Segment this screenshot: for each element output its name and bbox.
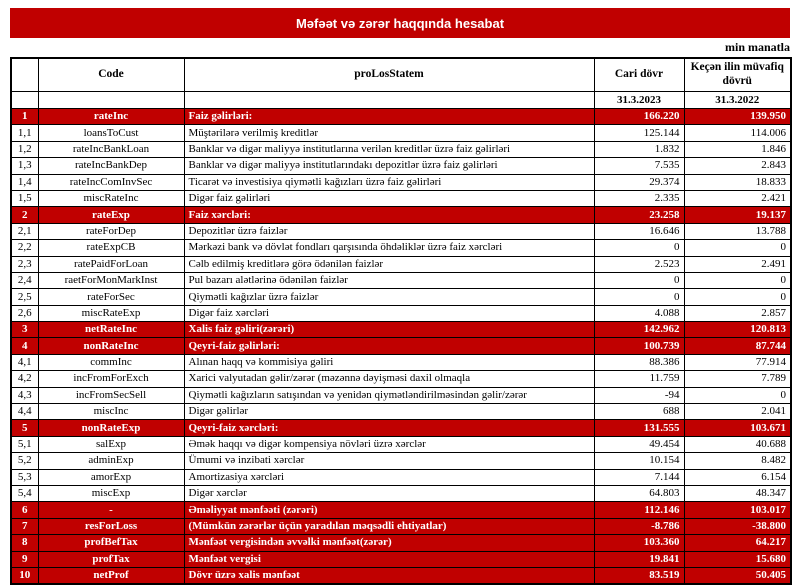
row-code: salExp — [38, 436, 184, 452]
table-row — [11, 190, 791, 206]
row-previous-value: -38.800 — [684, 518, 791, 534]
table-row — [11, 354, 791, 370]
header-number — [11, 58, 38, 92]
row-previous-value: 2.857 — [684, 305, 791, 321]
row-code: rateExp — [38, 207, 184, 223]
row-code: - — [38, 502, 184, 518]
row-current-value: 131.555 — [594, 420, 684, 436]
row-number: 4,1 — [11, 354, 38, 370]
profit-loss-table — [10, 57, 792, 585]
row-current-value: 2.523 — [594, 256, 684, 272]
table-row — [11, 289, 791, 305]
table-row — [11, 141, 791, 157]
table-row — [11, 158, 791, 174]
row-current-value: 4.088 — [594, 305, 684, 321]
row-code: rateIncComInvSec — [38, 174, 184, 190]
row-previous-value: 103.017 — [684, 502, 791, 518]
table-row — [11, 453, 791, 469]
row-number: 1,2 — [11, 141, 38, 157]
row-description: Banklar və digər maliyyə institutlarındakı depozitlər üzrə faiz gəlirləri — [184, 158, 594, 174]
row-previous-value: 114.006 — [684, 125, 791, 141]
row-previous-value: 50.405 — [684, 567, 791, 584]
row-number: 1,4 — [11, 174, 38, 190]
row-description: Mənfəət vergisindən əvvəlki mənfəət(zərər) — [184, 535, 594, 551]
row-previous-value: 7.789 — [684, 371, 791, 387]
dates-row — [11, 92, 791, 109]
header-statement: proLosStatem — [184, 58, 594, 92]
row-description: Faiz xərcləri: — [184, 207, 594, 223]
table-row — [11, 305, 791, 321]
row-previous-value: 0 — [684, 272, 791, 288]
row-description: Qeyri-faiz xərcləri: — [184, 420, 594, 436]
dates-empty-1 — [11, 92, 38, 109]
row-number: 2 — [11, 207, 38, 223]
row-previous-value: 13.788 — [684, 223, 791, 239]
row-number: 4,3 — [11, 387, 38, 403]
row-current-value: -94 — [594, 387, 684, 403]
row-number: 5 — [11, 420, 38, 436]
row-description: Mənfəət vergisi — [184, 551, 594, 567]
row-number: 2,6 — [11, 305, 38, 321]
table-row — [11, 109, 791, 125]
row-current-value: 7.535 — [594, 158, 684, 174]
row-number: 4,2 — [11, 371, 38, 387]
row-current-value: 0 — [594, 272, 684, 288]
row-description: Qeyri-faiz gəlirləri: — [184, 338, 594, 354]
dates-empty-2 — [38, 92, 184, 109]
row-code: netRateInc — [38, 322, 184, 338]
row-previous-value: 18.833 — [684, 174, 791, 190]
row-description: Digər faiz xərcləri — [184, 305, 594, 321]
table-row — [11, 240, 791, 256]
row-number: 5,4 — [11, 485, 38, 501]
units-label: min manatla — [724, 40, 790, 54]
table-row — [11, 485, 791, 501]
report-title: Məfəət və zərər haqqında hesabat — [295, 15, 505, 31]
previous-period-date: 31.3.2022 — [684, 92, 791, 109]
row-description: Alınan haqq və kommisiya gəliri — [184, 354, 594, 370]
row-code: incFromForExch — [38, 371, 184, 387]
row-code: loansToCust — [38, 125, 184, 141]
header-code: Code — [38, 58, 184, 92]
row-number: 5,3 — [11, 469, 38, 485]
row-number: 4 — [11, 338, 38, 354]
row-description: Depozitlər üzrə faizlər — [184, 223, 594, 239]
row-previous-value: 19.137 — [684, 207, 791, 223]
row-number: 1 — [11, 109, 38, 125]
row-description: Dövr üzrə xalis mənfəət — [184, 567, 594, 584]
header-previous-period: Keçən ilin müvafiq dövrü — [684, 58, 791, 92]
row-number: 2,1 — [11, 223, 38, 239]
table-row — [11, 551, 791, 567]
row-code: incFromSecSell — [38, 387, 184, 403]
row-previous-value: 15.680 — [684, 551, 791, 567]
row-description: Əməliyyat mənfəəti (zərəri) — [184, 502, 594, 518]
table-row — [11, 272, 791, 288]
table-row — [11, 420, 791, 436]
table-row — [11, 322, 791, 338]
table-row — [11, 567, 791, 584]
row-number: 4,4 — [11, 404, 38, 420]
row-current-value: 0 — [594, 289, 684, 305]
row-number: 2,2 — [11, 240, 38, 256]
row-current-value: 100.739 — [594, 338, 684, 354]
row-number: 1,1 — [11, 125, 38, 141]
row-code: adminExp — [38, 453, 184, 469]
row-number: 2,3 — [11, 256, 38, 272]
row-code: profBefTax — [38, 535, 184, 551]
row-previous-value: 2.041 — [684, 404, 791, 420]
table-row — [11, 387, 791, 403]
row-code: rateIncBankLoan — [38, 141, 184, 157]
row-previous-value: 0 — [684, 289, 791, 305]
row-code: rateExpCB — [38, 240, 184, 256]
row-code: miscInc — [38, 404, 184, 420]
row-current-value: 88.386 — [594, 354, 684, 370]
row-previous-value: 103.671 — [684, 420, 791, 436]
row-number: 2,4 — [11, 272, 38, 288]
row-current-value: 0 — [594, 240, 684, 256]
row-description: Digər gəlirlər — [184, 404, 594, 420]
row-number: 5,1 — [11, 436, 38, 452]
row-previous-value: 1.846 — [684, 141, 791, 157]
row-current-value: 64.803 — [594, 485, 684, 501]
table-row — [11, 469, 791, 485]
table-row — [11, 371, 791, 387]
row-current-value: 11.759 — [594, 371, 684, 387]
row-current-value: 29.374 — [594, 174, 684, 190]
table-row — [11, 174, 791, 190]
row-previous-value: 2.491 — [684, 256, 791, 272]
row-current-value: 19.841 — [594, 551, 684, 567]
row-description: Amortizasiya xərcləri — [184, 469, 594, 485]
row-current-value: 2.335 — [594, 190, 684, 206]
row-code: rateForSec — [38, 289, 184, 305]
row-code: netProf — [38, 567, 184, 584]
row-code: rateForDep — [38, 223, 184, 239]
row-current-value: 688 — [594, 404, 684, 420]
row-code: rateIncBankDep — [38, 158, 184, 174]
row-description: Müştərilərə verilmiş kreditlər — [184, 125, 594, 141]
row-current-value: 103.360 — [594, 535, 684, 551]
row-previous-value: 120.813 — [684, 322, 791, 338]
row-code: rateInc — [38, 109, 184, 125]
table-row — [11, 207, 791, 223]
row-previous-value: 139.950 — [684, 109, 791, 125]
row-current-value: 112.146 — [594, 502, 684, 518]
row-description: Cəlb edilmiş kreditlərə görə ödənilən faizlər — [184, 256, 594, 272]
row-previous-value: 2.421 — [684, 190, 791, 206]
row-code: miscRateExp — [38, 305, 184, 321]
row-number: 9 — [11, 551, 38, 567]
dates-empty-3 — [184, 92, 594, 109]
row-previous-value: 8.482 — [684, 453, 791, 469]
row-current-value: 83.519 — [594, 567, 684, 584]
row-previous-value: 0 — [684, 240, 791, 256]
row-number: 5,2 — [11, 453, 38, 469]
row-number: 10 — [11, 567, 38, 584]
row-current-value: 49.454 — [594, 436, 684, 452]
table-row — [11, 518, 791, 534]
row-description: Qiymətli kağızlar üzrə faizlər — [184, 289, 594, 305]
table-row — [11, 502, 791, 518]
row-code: ratePaidForLoan — [38, 256, 184, 272]
header-current-period: Cari dövr — [594, 58, 684, 92]
table-row — [11, 256, 791, 272]
row-description: Digər faiz gəlirləri — [184, 190, 594, 206]
row-current-value: 7.144 — [594, 469, 684, 485]
row-previous-value: 48.347 — [684, 485, 791, 501]
row-number: 3 — [11, 322, 38, 338]
row-description: Ticarət və investisiya qiymətli kağızları üzrə faiz gəlirləri — [184, 174, 594, 190]
row-description: Ümumi və inzibati xərclər — [184, 453, 594, 469]
row-code: commInc — [38, 354, 184, 370]
current-period-date: 31.3.2023 — [594, 92, 684, 109]
row-description: Mərkəzi bank və dövlət fondları qarşısında öhdəliklər üzrə faiz xərcləri — [184, 240, 594, 256]
row-code: nonRateInc — [38, 338, 184, 354]
table-row — [11, 436, 791, 452]
row-current-value: 16.646 — [594, 223, 684, 239]
row-current-value: 23.258 — [594, 207, 684, 223]
row-previous-value: 64.217 — [684, 535, 791, 551]
row-current-value: 10.154 — [594, 453, 684, 469]
row-code: amorExp — [38, 469, 184, 485]
row-code: raetForMonMarkInst — [38, 272, 184, 288]
row-number: 6 — [11, 502, 38, 518]
row-current-value: 166.220 — [594, 109, 684, 125]
row-previous-value: 87.744 — [684, 338, 791, 354]
table-row — [11, 535, 791, 551]
table-row — [11, 338, 791, 354]
report-title-banner — [10, 8, 790, 38]
row-previous-value: 77.914 — [684, 354, 791, 370]
table-row — [11, 223, 791, 239]
table-body — [11, 109, 791, 585]
row-number: 2,5 — [11, 289, 38, 305]
row-number: 8 — [11, 535, 38, 551]
row-current-value: 125.144 — [594, 125, 684, 141]
row-previous-value: 6.154 — [684, 469, 791, 485]
row-code: resForLoss — [38, 518, 184, 534]
row-description: Digər xərclər — [184, 485, 594, 501]
row-description: Faiz gəlirləri: — [184, 109, 594, 125]
row-current-value: 1.832 — [594, 141, 684, 157]
row-code: miscRateInc — [38, 190, 184, 206]
header-row — [11, 58, 791, 92]
row-description: Pul bazarı alətlərinə ödənilən faizlər — [184, 272, 594, 288]
row-description: Xarici valyutadan gəlir/zərər (məzənnə dəyişməsi daxil olmaqla — [184, 371, 594, 387]
row-previous-value: 40.688 — [684, 436, 791, 452]
row-current-value: -8.786 — [594, 518, 684, 534]
table-row — [11, 125, 791, 141]
row-code: miscExp — [38, 485, 184, 501]
row-description: (Mümkün zərərlər üçün yaradılan məqsədli ehtiyatlar) — [184, 518, 594, 534]
row-description: Xalis faiz gəliri(zərəri) — [184, 322, 594, 338]
row-description: Qiymətli kağızların satışından və yenidən qiymətləndirilməsindən gəlir/zərər — [184, 387, 594, 403]
row-number: 7 — [11, 518, 38, 534]
row-previous-value: 0 — [684, 387, 791, 403]
row-number: 1,5 — [11, 190, 38, 206]
row-description: Əmək haqqı və digər kompensiya növləri üzrə xərclər — [184, 436, 594, 452]
row-number: 1,3 — [11, 158, 38, 174]
table-row — [11, 404, 791, 420]
row-description: Banklar və digər maliyyə institutlarına verilən kreditlər üzrə faiz gəlirləri — [184, 141, 594, 157]
row-current-value: 142.962 — [594, 322, 684, 338]
row-previous-value: 2.843 — [684, 158, 791, 174]
row-code: profTax — [38, 551, 184, 567]
row-code: nonRateExp — [38, 420, 184, 436]
